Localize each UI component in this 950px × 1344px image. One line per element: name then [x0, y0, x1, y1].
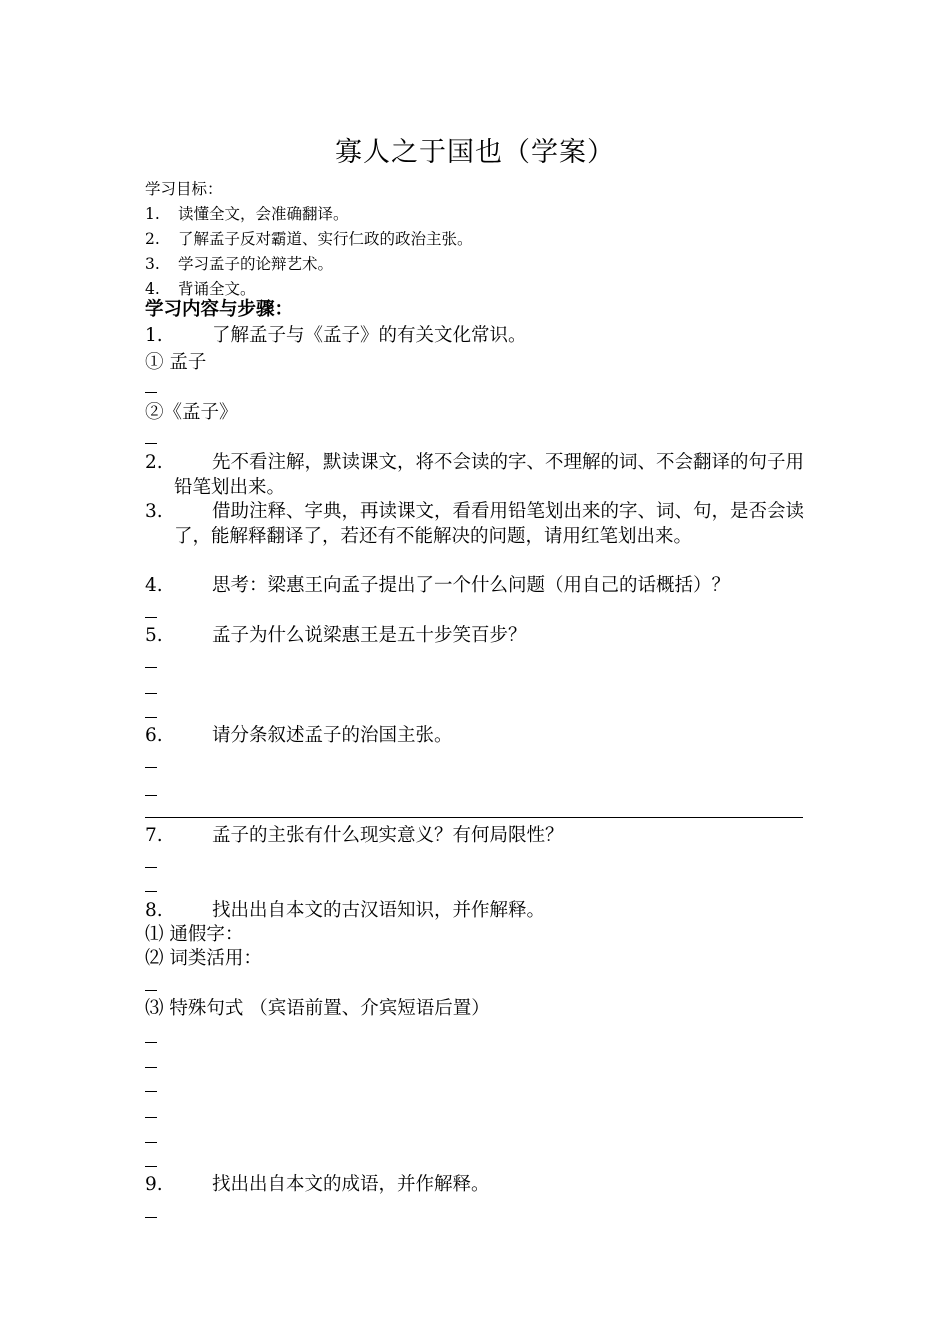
step-3: 3. 借助注释、字典，再读课文，看看用铅笔划出来的字、词、句，是否会读了，能解释翻译了，若还有不能解决的问题，请用红笔划出来。 [145, 501, 805, 547]
step-7: 7. 孟子的主张有什么现实意义？有何局限性？ [145, 825, 564, 846]
answer-blank [145, 1117, 157, 1118]
answer-blank [145, 1142, 157, 1143]
sub-mengzi-book: ②《孟子》 [145, 402, 238, 423]
answer-blank [145, 1217, 157, 1218]
answer-blank [145, 1166, 157, 1167]
answer-blank [145, 1067, 157, 1068]
answer-blank [145, 693, 157, 694]
learning-goals [145, 176, 805, 302]
answer-blank [145, 443, 157, 444]
step-1: 1. 了解孟子与《孟子》的有关文化常识。 [145, 325, 527, 346]
sub-teshu: ⑶ 特殊句式 （宾语前置、介宾短语后置） [145, 998, 490, 1019]
answer-blank [145, 617, 157, 618]
answer-blank [145, 392, 157, 393]
goals-heading: 学习目标： [145, 180, 223, 198]
goal-item: 2. 了解孟子反对霸道、实行仁政的政治主张。 [145, 230, 473, 248]
goal-item: 1. 读懂全文，会准确翻译。 [145, 205, 349, 223]
answer-blank [145, 767, 157, 768]
content-heading: 学习内容与步骤： [145, 299, 294, 320]
answer-blank [145, 1042, 157, 1043]
document-title: 寡人之于国也（学案） [335, 137, 615, 168]
answer-blank [145, 990, 157, 991]
answer-line [145, 817, 803, 818]
step-9: 9. 找出出自本文的成语，并作解释。 [145, 1174, 490, 1195]
step-5: 5. 孟子为什么说梁惠王是五十步笑百步？ [145, 625, 527, 646]
goal-item: 3. 学习孟子的论辩艺术。 [145, 255, 334, 273]
answer-blank [145, 667, 157, 668]
answer-blank [145, 1091, 157, 1092]
step-2: 2. 先不看注解，默读课文，将不会读的字、不理解的词、不会翻译的句子用铅笔划出来。 [145, 452, 805, 498]
step-6: 6. 请分条叙述孟子的治国主张。 [145, 725, 453, 746]
sub-mengzi: ① 孟子 [145, 352, 207, 373]
sub-tongjia: ⑴ 通假字： [145, 924, 244, 945]
step-8: 8. 找出出自本文的古汉语知识，并作解释。 [145, 900, 546, 921]
answer-blank [145, 891, 157, 892]
sub-cilei: ⑵ 词类活用： [145, 948, 262, 969]
answer-blank [145, 867, 157, 868]
answer-blank [145, 717, 157, 718]
answer-blank [145, 795, 157, 796]
step-4: 4. 思考：梁惠王向孟子提出了一个什么问题（用自己的话概括）？ [145, 575, 731, 596]
goal-item: 4. 背诵全文。 [145, 280, 256, 298]
